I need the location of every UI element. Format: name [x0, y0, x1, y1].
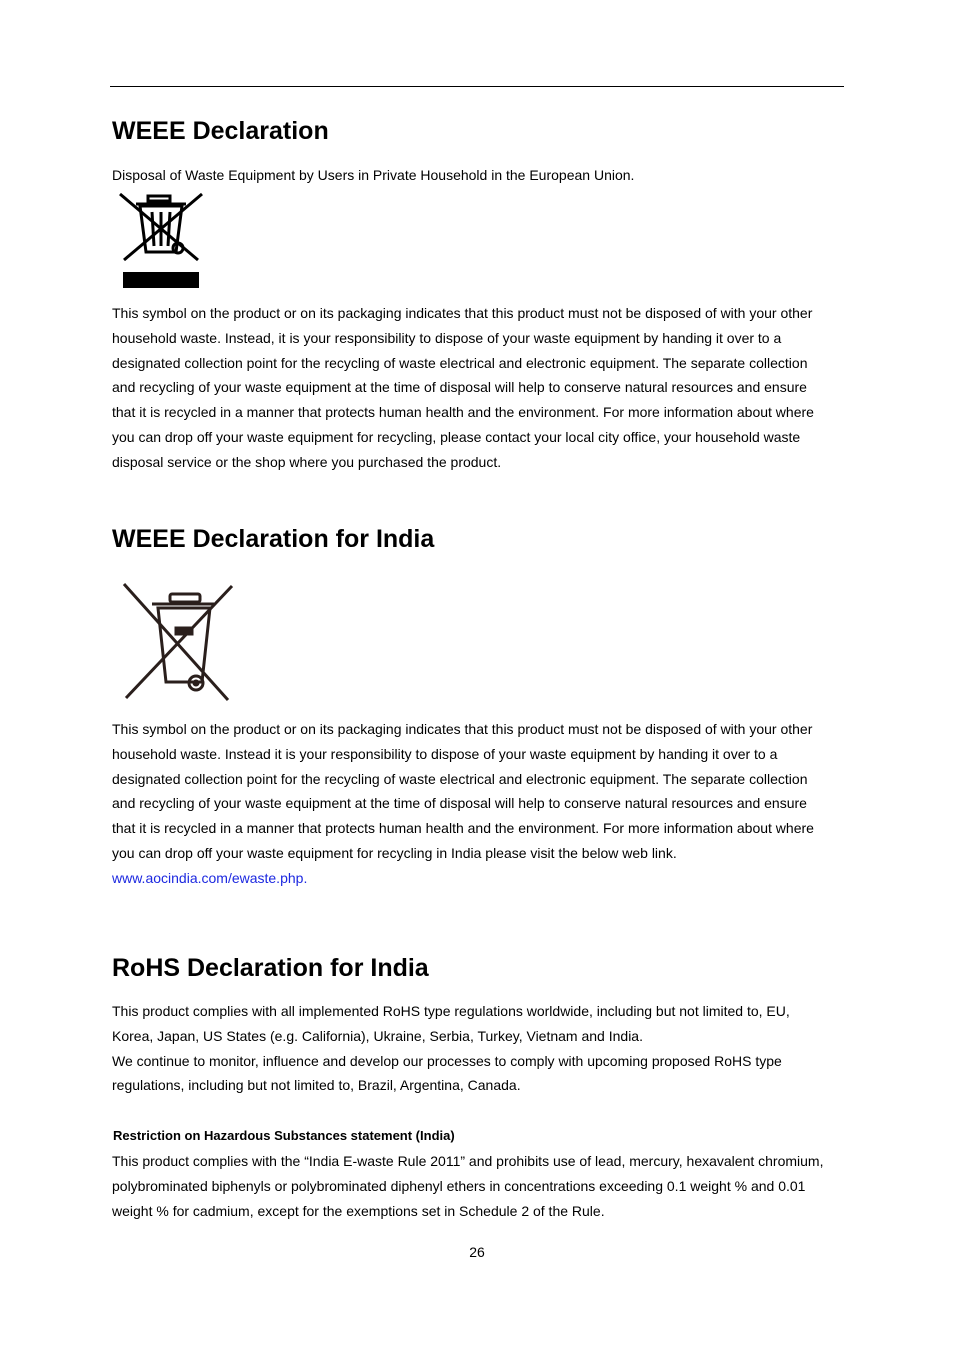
- weee-india-body-line: and recycling of your waste equipment at the time of disposal will help to conserve natural resources and ensure: [112, 795, 807, 812]
- rohs-body-line: We continue to monitor, influence and develop our processes to comply with upcoming proposed RoHS type: [112, 1052, 782, 1069]
- rohs-body-line: Korea, Japan, US States (e.g. California), Ukraine, Serbia, Turkey, Vietnam and India.: [112, 1027, 643, 1044]
- rohs-statement-subheading: Restriction on Hazardous Substances statement (India): [113, 1128, 455, 1143]
- weee-india-body-line: household waste. Instead it is your responsibility to dispose of your waste equipment by handing it over to a: [112, 745, 778, 762]
- weee-india-body-line: you can drop off your waste equipment for recycling in India please visit the below web link.: [112, 844, 677, 861]
- header-rule: [110, 86, 844, 87]
- ewaste-link-line: [112, 866, 852, 891]
- weee-body-line: you can drop off your waste equipment for recycling, please contact your local city office, your household waste: [112, 428, 801, 445]
- ewaste-link-period: .: [303, 869, 308, 886]
- weee-body: [112, 301, 852, 475]
- ewaste-link[interactable]: www.aocindia.com/ewaste.php: [112, 869, 304, 886]
- weee-body-line: This symbol on the product or on its packaging indicates that this product must not be disposed of with your other: [112, 305, 813, 321]
- weee-india-body-line: that it is recycled in a manner that protects human health and the environment. For more information about where: [112, 820, 814, 837]
- crossed-out-wheelie-bin-with-bar-icon: [116, 190, 212, 290]
- weee-india-body-line: designated collection point for the recycling of waste electrical and electronic equipment. The separate collection: [112, 770, 808, 787]
- weee-india-body-line: This symbol on the product or on its packaging indicates that this product must not be disposed of with your other: [112, 721, 813, 737]
- page-number: 26: [469, 1244, 485, 1260]
- rohs-body-line: regulations, including but not limited to, Brazil, Argentina, Canada.: [112, 1077, 521, 1094]
- rohs-body-line: This product complies with all implemented RoHS type regulations worldwide, including but not limited to, EU,: [112, 1003, 790, 1019]
- weee-body-line: designated collection point for the recycling of waste electrical and electronic equipment. The separate collection: [112, 354, 808, 371]
- weee-intro: [112, 163, 852, 188]
- rohs-india-heading: RoHS Declaration for India: [112, 954, 429, 982]
- rohs-statement-body: [112, 1149, 852, 1223]
- weee-india-heading: WEEE Declaration for India: [112, 525, 435, 553]
- weee-body-line: household waste. Instead, it is your responsibility to dispose of your waste equipment by handing it over to a: [112, 329, 782, 346]
- rohs-statement-line: polybrominated biphenyls or polybrominated diphenyl ethers in concentrations exceeding 0.1 weight % and 0.01: [112, 1177, 806, 1194]
- crossed-out-wheelie-bin-icon: [118, 580, 238, 704]
- weee-india-body: [112, 717, 852, 891]
- weee-body-line: disposal service or the shop where you purchased the product.: [112, 453, 502, 470]
- weee-body-line: and recycling of your waste equipment at the time of disposal will help to conserve natural resources and ensure: [112, 379, 807, 396]
- rohs-statement-line: This product complies with the “India E-waste Rule 2011” and prohibits use of lead, mercury, hexavalent chromium,: [112, 1153, 824, 1169]
- weee-body-line: that it is recycled in a manner that protects human health and the environment. For more information about where: [112, 404, 814, 421]
- weee-intro-text: Disposal of Waste Equipment by Users in Private Household in the European Union.: [112, 167, 635, 183]
- rohs-india-body: [112, 999, 852, 1098]
- rohs-statement-line: weight % for cadmium, except for the exemptions set in Schedule 2 of the Rule.: [112, 1202, 605, 1219]
- weee-heading: WEEE Declaration: [112, 117, 329, 145]
